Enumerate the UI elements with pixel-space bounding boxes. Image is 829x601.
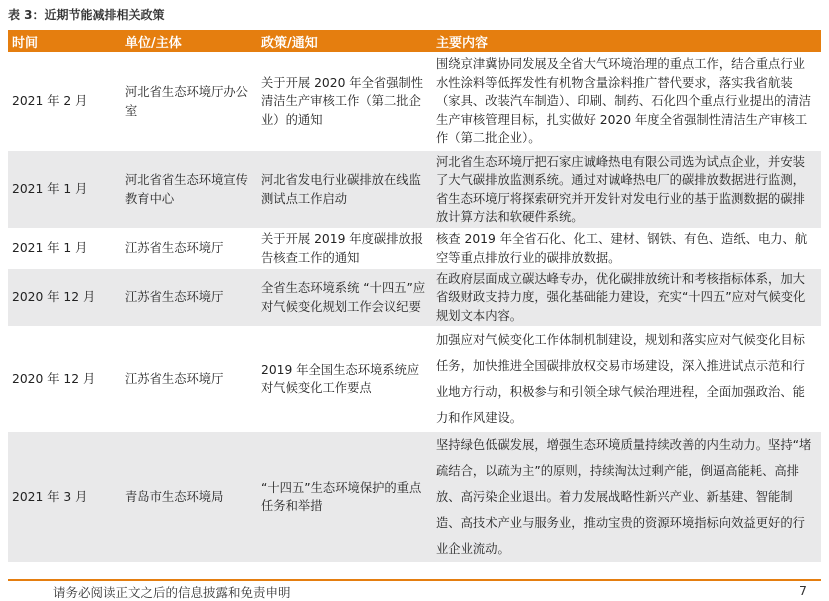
footer-disclaimer: 请务必阅读正文之后的信息披露和免责申明 <box>53 585 291 600</box>
cell-unit: 江苏省生态环境厅 <box>121 269 257 327</box>
cell-time: 2020 年 12 月 <box>8 269 121 327</box>
page-number: 7 <box>799 583 807 598</box>
cell-policy: 全省生态环境系统 “十四五”应对气候变化规划工作会议纪要 <box>257 269 432 327</box>
cell-unit: 江苏省生态环境厅 <box>121 327 257 432</box>
cell-unit: 河北省省生态环境宣传教育中心 <box>121 151 257 229</box>
header-unit: 单位/主体 <box>121 30 257 53</box>
table-row <box>8 151 821 229</box>
cell-content: 核查 2019 年全省石化、化工、建材、钢铁、有色、造纸、电力、航空等重点排放行业的碳排放数据。 <box>432 229 821 269</box>
cell-time: 2020 年 12 月 <box>8 327 121 432</box>
cell-time: 2021 年 2 月 <box>8 53 121 151</box>
cell-unit: 河北省生态环境厅办公室 <box>121 53 257 151</box>
cell-policy: 关于开展 2019 年度碳排放报告核查工作的通知 <box>257 229 432 269</box>
policy-table <box>8 30 821 563</box>
cell-policy: 河北省发电行业碳排放在线监测试点工作启动 <box>257 151 432 229</box>
cell-time: 2021 年 1 月 <box>8 151 121 229</box>
table-row <box>8 327 821 432</box>
cell-time: 2021 年 3 月 <box>8 432 121 563</box>
header-policy: 政策/通知 <box>257 30 432 53</box>
header-content: 主要内容 <box>432 30 821 53</box>
cell-content: 加强应对气候变化工作体制机制建设，规划和落实应对气候变化目标任务，加快推进全国碳排放权交易市场建设，深入推进试点示范和行业地方行动，积极参与和引领全球气候治理进程，全面加强政治、能力和作风建设。 <box>432 327 821 432</box>
cell-content: 坚持绿色低碳发展，增强生态环境质量持续改善的内生动力。坚持“堵疏结合，以疏为主”的原则，持续淘汰过剩产能，倒逼高能耗、高排放、高污染企业退出。着力发展战略性新兴产业、新基建、智能制造、高技术产业与服务业，推动宝贵的资源环境指标向效益更好的行业企业流动。 <box>432 432 821 563</box>
table-row <box>8 432 821 563</box>
cell-policy: 关于开展 2020 年全省强制性清洁生产审核工作（第二批企业）的通知 <box>257 53 432 151</box>
table-row <box>8 229 821 269</box>
cell-unit: 青岛市生态环境局 <box>121 432 257 563</box>
cell-content: 围绕京津冀协同发展及全省大气环境治理的重点工作，结合重点行业水性涂料等低挥发性有机物含量涂料推广替代要求，落实我省航装（家具、改装汽车制造）、印刷、制药、石化四个重点行业提出的清洁生产审核管理目标，扎实做好 2020 年度全省强制性清洁生产审核工作（第二批企业）。 <box>432 53 821 151</box>
cell-time: 2021 年 1 月 <box>8 229 121 269</box>
table-caption: 表 3：近期节能减排相关政策 <box>8 8 165 22</box>
cell-content: 在政府层面成立碳达峰专办，优化碳排放统计和考核指标体系，加大省级财政支持力度，强化基础能力建设，充实“十四五”应对气候变化规划文本内容。 <box>432 269 821 327</box>
cell-policy: “十四五”生态环境保护的重点任务和举措 <box>257 432 432 563</box>
cell-unit: 江苏省生态环境厅 <box>121 229 257 269</box>
table-row <box>8 53 821 151</box>
footer-divider <box>8 579 821 581</box>
cell-policy: 2019 年全国生态环境系统应对气候变化工作要点 <box>257 327 432 432</box>
header-time: 时间 <box>8 30 121 53</box>
table-header-row <box>8 30 821 53</box>
cell-content: 河北省生态环境厅把石家庄诚峰热电有限公司选为试点企业，并安装了大气碳排放监测系统。通过对诚峰热电厂的碳排放数据进行监测，省生态环境厅将探索研究并开发针对发电行业的基于监测数据的碳排放计算方法和软硬件系统。 <box>432 151 821 229</box>
table-row <box>8 269 821 327</box>
